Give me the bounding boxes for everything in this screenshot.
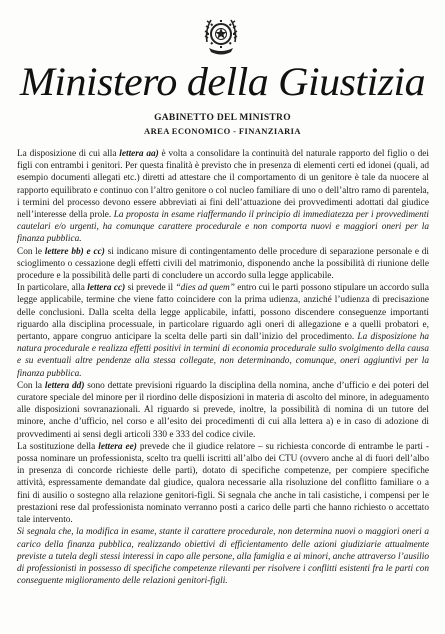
letter-ref: lettera ee): [98, 441, 137, 452]
paragraph-conclusion: Si segnala che, la modifica in esame, stante il carattere procedurale, non determina nuovi o maggiori oneri a carico della finanza pubblica, realizzando obiettivi di efficientamento delle azioni giudiziarie attualmente previste a tutela degli stessi interessi in capo alle persone, alla famiglia e ai minori, anche attraverso l’ausilio di professionisti in possesso di specifiche competenze rilevanti per risolvere i conflitti esistenti fra le parti con conseguente miglioramento delle relazioni genitori-figli.: [17, 527, 429, 587]
area-heading: AREA ECONOMICO - FINANZIARIA: [144, 126, 301, 136]
letter-ref: lettera dd): [44, 380, 85, 391]
paragraph-ee: La sostituzione della lettera ee) prevede che il giudice relatore – su richiesta concorde di entrambe le parti - possa nominare un professionista, scelto tra quelli iscritti all’albo dei CTU (ovvero anche al di fuori dell’albo in presenza di concorde richieste delle parti), dotato di specifiche competenze, per compiere specifiche attività, espressamente demandate dal giudice, qualora necessarie alla risoluzione del conflitto familiare o a fini di ausilio o sostegno alla relazione genitori-figli. Si segnala che anche in tali casistiche, i compensi per le prestazioni rese dal professionista nominato verranno posti a carico delle parti che hanno richiesto o accettato tale intervento.: [17, 441, 429, 526]
paragraph-bb-cc: Con le lettere bb) e cc) si indicano misure di contingentamento delle procedure di separazione personale e di scioglimento o cessazione degli effetti civili del matrimonio, disponendo anche la possibilità di riunione delle procedure e la possibilità delle parti di concludere un accordo sulla legge applicabile.: [17, 246, 429, 282]
letter-ref: lettere bb) e cc): [44, 246, 105, 257]
document-body: [17, 148, 429, 587]
paragraph-dd: Con la lettera dd) sono dettate previsioni riguardo la disciplina della nomina, anche d’ufficio e dei poteri del curatore speciale del minore per il riordino delle disposizioni in materia di ascolto del minore, in adeguamento alle disposizioni sovranazionali. Al riguardo si prevede, inoltre, la possibilità di nomina di un tutore del minore, anche d’ufficio, nel corso e all’esito dei procedimenti di cui alla lettera a) e in caso di adozione di provvedimenti ai sensi degli articoli 330 e 333 del codice civile.: [17, 380, 429, 440]
paragraph-aa: La disposizione di cui alla lettera aa) è volta a consolidare la continuità del naturale rapporto del figlio o dei figli con entrambi i genitori. Per questa finalità è previsto che in presenza di elementi certi ed idonei (quali, ad esempio documenti allegati etc.) diretti ad attestare che il comportamento di un genitore è tale da nuocere al rapporto equilibrato e continuo con l’altro genitore o col nucleo familiare di uno o dell’altro ramo di parentela, i termini del processo devono essere abbreviati ai fini dell’attuazione dei provvedimenti adottati dal giudice nell’interesse della prole. La proposta in esame riaffermando il principio di immediatezza per i provvedimenti cautelari e/o urgenti, ha comunque carattere procedurale e non comporta nuovi e maggiori oneri per la finanza pubblica.: [17, 149, 429, 245]
italic-note: La proposta in esame riaffermando il principio di immediatezza per i provvedimenti cautelari e/o urgenti, ha comunque carattere procedurale e non comporta nuovi e maggiori oneri per la finanza pubblica.: [17, 210, 429, 245]
letter-ref: lettera cc): [87, 283, 126, 294]
italian-republic-emblem-icon: [201, 12, 241, 58]
italic-note: La disposizione ha natura procedurale e realizza effetti positivi in termini di economia procedurale sullo svolgimento della causa e su eventuali altre pendenze alla stessa collegate, non determinando, comunque, oneri aggiuntivi per la finanza pubblica.: [17, 332, 429, 379]
letter-ref: lettera aa): [119, 149, 159, 159]
ministry-title: Ministero della Giustizia: [19, 59, 426, 104]
cabinet-heading: GABINETTO DEL MINISTRO: [154, 113, 291, 123]
paragraph-cc: In particolare, alla lettera cc) si prevede il “dies ad quem” entro cui le parti possono stipulare un accordo sulla legge applicabile, termine che viene fatto coincidere con la prima udienza, anziché l’udienza di precisazione delle conclusioni. Dalla scelta della legge applicabile, infatti, possono discendere conseguenze importanti riguardo alla disciplina processuale, in particolare riguardo agli oneri di allegazione e a quelli probatori e, pertanto, appare congruo anticipare la scelta delle parti sin dall’inizio del procedimento. La disposizione ha natura procedurale e realizza effetti positivi in termini di economia procedurale sullo svolgimento della causa e su eventuali altre pendenze alla stessa collegate, non determinando, comunque, oneri aggiuntivi per la finanza pubblica.: [17, 283, 429, 379]
